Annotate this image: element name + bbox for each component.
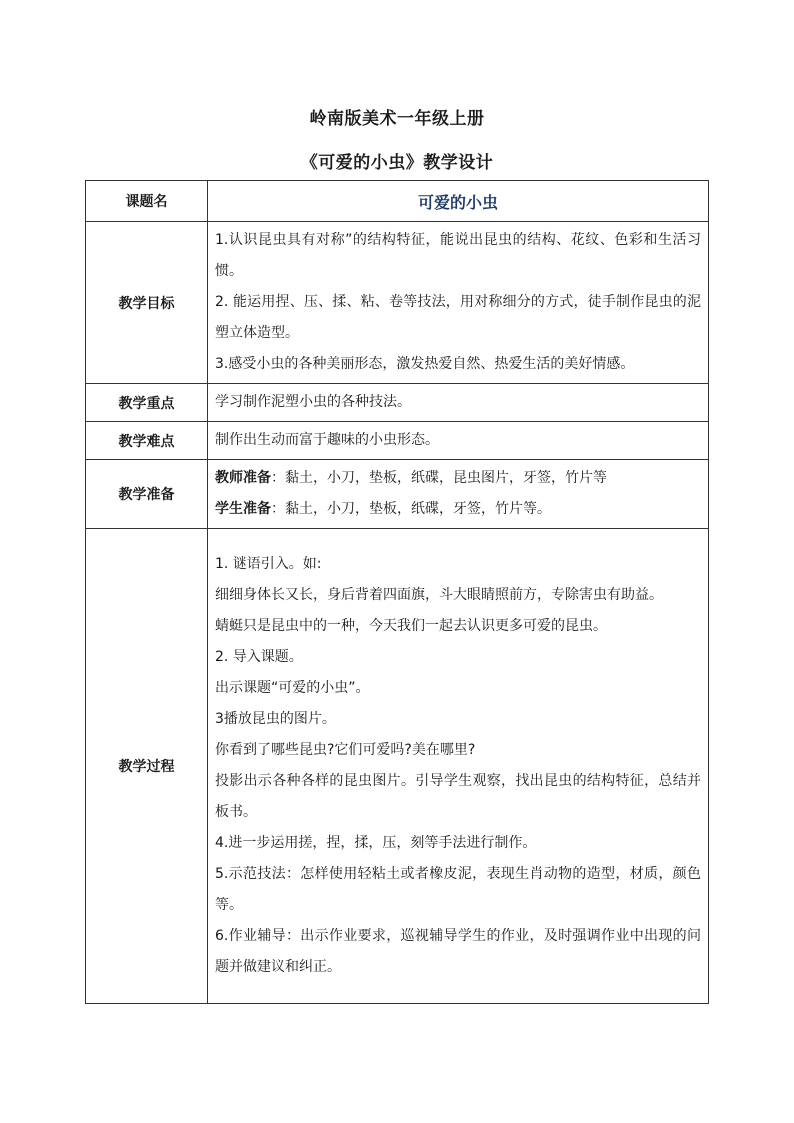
table-row-goals [86, 222, 709, 384]
lesson-plan-table [85, 180, 709, 1004]
subject-label: 课题名 [86, 181, 208, 222]
subject-value: 可爱的小虫 [208, 181, 709, 222]
teacher-preparation-label: 教师准备 [215, 470, 271, 486]
table-row-key-points [86, 384, 709, 422]
preparation-content [208, 460, 709, 529]
process-step: 出示课题“可爱的小虫”。 [215, 680, 370, 696]
key-points-text: 学习制作泥塑小虫的各种技法。 [215, 394, 411, 410]
process-step: 投影出示各种各样的昆虫图片。引导学生观察，找出昆虫的结构特征，总结并板书。 [215, 773, 701, 820]
process-step: 蜻蜓只是昆虫中的一种，今天我们一起去认识更多可爱的昆虫。 [215, 618, 607, 634]
process-step: 1. 谜语引入。如: [215, 556, 322, 572]
process-step: 6.作业辅导：出示作业要求，巡视辅导学生的作业，及时强调作业中出现的问题并做建议和纠正。 [215, 928, 701, 975]
goal-item: 3.感受小虫的各种美丽形态，激发热爱自然、热爱生活的美好情感。 [215, 356, 635, 372]
process-step: 你看到了哪些昆虫?它们可爱吗?美在哪里? [215, 742, 476, 758]
process-step: 细细身体长又长，身后背着四面旗，斗大眼睛照前方，专除害虫有助益。 [215, 587, 663, 603]
goals-content [208, 222, 709, 384]
process-step: 4.进一步运用搓，捏，揉，压，刻等手法进行制作。 [215, 835, 537, 851]
process-step: 5.示范技法：怎样使用轻粘土或者橡皮泥，表现生肖动物的造型，材质，颜色等。 [215, 866, 701, 913]
difficulty-label: 教学难点 [86, 422, 208, 460]
goal-item: 1.认识昆虫具有对称”的结构特征，能说出昆虫的结构、花纹、色彩和生活习惯。 [215, 232, 701, 279]
teacher-preparation-value: ：黏土，小刀，垫板，纸碟，昆虫图片，牙签，竹片等 [271, 470, 607, 486]
table-row-preparation [86, 460, 709, 529]
teacher-preparation [215, 463, 701, 494]
process-content [208, 529, 709, 1004]
table-row-difficulty [86, 422, 709, 460]
student-preparation [215, 494, 701, 525]
student-preparation-value: ：黏土，小刀，垫板，纸碟，牙签，竹片等。 [271, 501, 551, 517]
goals-label: 教学目标 [86, 222, 208, 384]
key-points-content [208, 384, 709, 422]
difficulty-text: 制作出生动而富于趣味的小虫形态。 [215, 432, 439, 448]
process-step: 3播放昆虫的图片。 [215, 711, 336, 727]
document-subtitle: 《可爱的小虫》教学设计 [300, 153, 494, 173]
goal-item: 2. 能运用捏、压、揉、粘、卷等技法，用对称细分的方式，徒手制作昆虫的泥塑立体造型。 [215, 294, 701, 341]
key-points-label: 教学重点 [86, 384, 208, 422]
student-preparation-label: 学生准备 [215, 501, 271, 517]
table-row-process [86, 529, 709, 1004]
table-row-subject [86, 181, 709, 222]
process-step: 2. 导入课题。 [215, 649, 303, 665]
process-label: 教学过程 [86, 529, 208, 1004]
document-title: 岭南版美术一年级上册 [309, 109, 485, 129]
preparation-label: 教学准备 [86, 460, 208, 529]
difficulty-content [208, 422, 709, 460]
